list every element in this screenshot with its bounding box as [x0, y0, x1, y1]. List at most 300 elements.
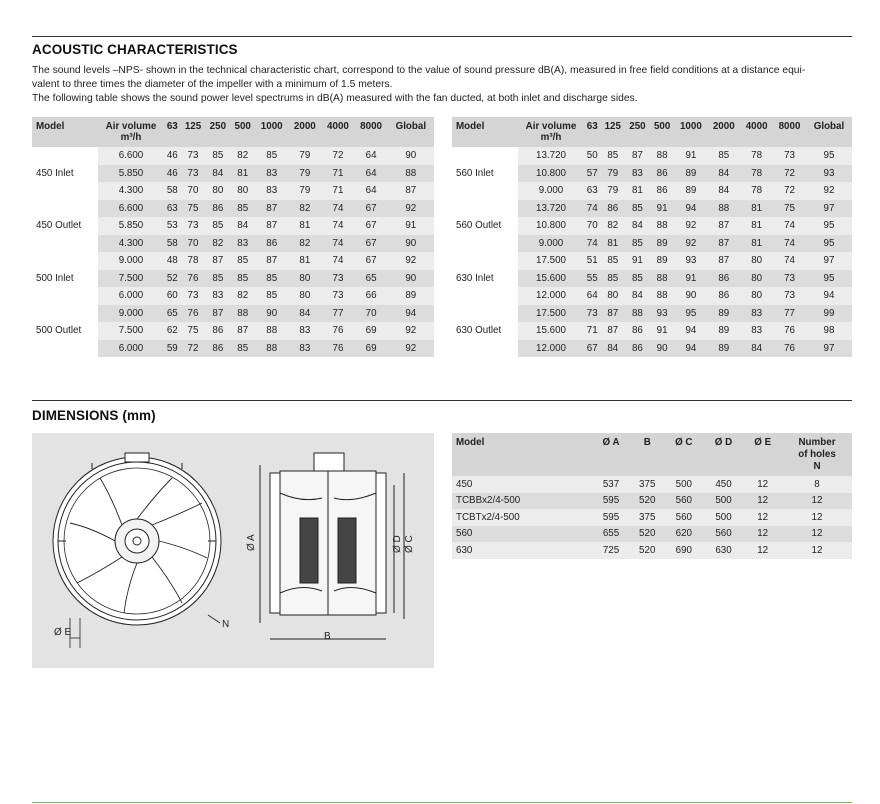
level-cell: 80	[600, 287, 625, 305]
col-band: 8000	[355, 117, 388, 147]
table-row	[452, 305, 852, 323]
air-volume-cell: 10.800	[518, 165, 584, 183]
level-cell: 69	[355, 340, 388, 358]
level-cell: 87	[255, 217, 288, 235]
level-cell: 85	[600, 252, 625, 270]
dim-col-holes	[782, 433, 852, 476]
level-cell: 74	[584, 235, 600, 253]
dim-col: B	[631, 433, 664, 476]
acoustic-intro	[32, 64, 852, 106]
col-band: 8000	[773, 117, 806, 147]
level-cell: 83	[230, 235, 255, 253]
acoustic-title: ACOUSTIC CHARACTERISTICS	[32, 42, 238, 57]
level-cell: 88	[650, 147, 675, 165]
col-band: 125	[600, 117, 625, 147]
model-cell: 630 Inlet	[452, 252, 518, 305]
dim-cell: 12	[743, 542, 782, 559]
table-row	[32, 305, 434, 323]
level-cell: 83	[288, 340, 321, 358]
level-cell: 95	[806, 217, 852, 235]
model-cell: 560 Inlet	[452, 147, 518, 200]
level-cell: 86	[600, 200, 625, 218]
level-cell: 67	[355, 252, 388, 270]
level-cell: 82	[205, 235, 230, 253]
level-cell: 89	[674, 182, 707, 200]
model-cell: 630 Outlet	[452, 305, 518, 358]
level-cell: 88	[255, 340, 288, 358]
level-cell: 75	[773, 200, 806, 218]
dim-cell: 500	[704, 493, 744, 510]
col-band: 1000	[255, 117, 288, 147]
level-cell: 46	[164, 147, 181, 165]
label-oc: Ø C	[404, 535, 415, 553]
table-row	[452, 542, 852, 559]
level-cell: 97	[806, 200, 852, 218]
level-cell: 90	[388, 235, 434, 253]
level-cell: 74	[584, 200, 600, 218]
col-band: 4000	[740, 117, 773, 147]
level-cell: 70	[181, 235, 206, 253]
dim-cell: 560	[664, 509, 704, 526]
side-view	[260, 453, 404, 639]
air-volume-cell: 10.800	[518, 217, 584, 235]
level-cell: 79	[600, 182, 625, 200]
level-cell: 73	[181, 165, 206, 183]
air-volume-cell: 4.300	[98, 182, 164, 200]
air-volume-label: Air volume	[105, 121, 157, 132]
intro-line-1: The sound levels –NPS- shown in the technical characteristic chart, correspond to the value of sound pressure dB(A), measured in free field conditions at a distance equi-	[32, 65, 806, 76]
air-volume-cell: 6.000	[98, 287, 164, 305]
level-cell: 87	[255, 200, 288, 218]
air-volume-cell: 15.600	[518, 322, 584, 340]
col-band: 125	[181, 117, 206, 147]
level-cell: 51	[584, 252, 600, 270]
dim-cell: 595	[592, 493, 631, 510]
level-cell: 89	[388, 287, 434, 305]
level-cell: 80	[288, 270, 321, 288]
dim-cell: 630	[704, 542, 744, 559]
level-cell: 67	[355, 217, 388, 235]
level-cell: 89	[707, 340, 740, 358]
level-cell: 85	[625, 235, 650, 253]
dim-cell: 12	[782, 526, 852, 543]
level-cell: 78	[181, 252, 206, 270]
col-band: 4000	[321, 117, 354, 147]
level-cell: 63	[584, 182, 600, 200]
level-cell: 85	[600, 270, 625, 288]
level-cell: 89	[707, 322, 740, 340]
dim-cell: 725	[592, 542, 631, 559]
table-row	[452, 476, 852, 493]
level-cell: 85	[230, 340, 255, 358]
col-air-volume	[518, 117, 584, 147]
intro-line-2: valent to three times the diameter of the impeller with a minimum of 1.5 meters.	[32, 79, 393, 90]
level-cell: 85	[205, 270, 230, 288]
level-cell: 94	[674, 200, 707, 218]
level-cell: 53	[164, 217, 181, 235]
level-cell: 87	[388, 182, 434, 200]
level-cell: 95	[806, 147, 852, 165]
dim-cell: 12	[782, 542, 852, 559]
intro-line-3: The following table shows the sound power level spectrums in dB(A) measured with the fan ducted, at both inlet and discharge sides.	[32, 93, 638, 104]
air-volume-unit: m³/h	[540, 132, 562, 143]
level-cell: 64	[355, 182, 388, 200]
acoustic-table-left	[32, 117, 434, 357]
level-cell: 88	[625, 305, 650, 323]
level-cell: 92	[388, 200, 434, 218]
level-cell: 64	[355, 165, 388, 183]
air-volume-cell: 6.600	[98, 200, 164, 218]
dim-cell: 500	[664, 476, 704, 493]
air-volume-cell: 9.000	[98, 305, 164, 323]
level-cell: 84	[707, 182, 740, 200]
level-cell: 82	[230, 287, 255, 305]
level-cell: 85	[255, 147, 288, 165]
level-cell: 87	[707, 252, 740, 270]
holes-header-line: of holes	[798, 449, 836, 460]
table-row	[452, 200, 852, 218]
level-cell: 74	[321, 217, 354, 235]
level-cell: 76	[773, 340, 806, 358]
air-volume-cell: 13.720	[518, 200, 584, 218]
dim-cell: 12	[743, 509, 782, 526]
level-cell: 83	[205, 287, 230, 305]
level-cell: 88	[650, 270, 675, 288]
level-cell: 71	[321, 165, 354, 183]
level-cell: 91	[674, 270, 707, 288]
level-cell: 69	[355, 322, 388, 340]
air-volume-cell: 6.600	[98, 147, 164, 165]
level-cell: 85	[205, 217, 230, 235]
col-air-volume	[98, 117, 164, 147]
level-cell: 78	[740, 182, 773, 200]
level-cell: 91	[650, 322, 675, 340]
label-od: Ø D	[392, 535, 403, 553]
level-cell: 86	[707, 287, 740, 305]
dim-col: Ø D	[704, 433, 744, 476]
level-cell: 63	[164, 200, 181, 218]
dim-cell: 8	[782, 476, 852, 493]
level-cell: 86	[205, 200, 230, 218]
air-volume-cell: 12.000	[518, 340, 584, 358]
level-cell: 86	[707, 270, 740, 288]
level-cell: 89	[650, 252, 675, 270]
level-cell: 74	[321, 200, 354, 218]
footer-rule	[32, 802, 852, 803]
level-cell: 92	[806, 182, 852, 200]
col-band: 250	[625, 117, 650, 147]
level-cell: 92	[388, 322, 434, 340]
level-cell: 80	[205, 182, 230, 200]
level-cell: 85	[230, 270, 255, 288]
dim-cell: 520	[631, 542, 664, 559]
level-cell: 84	[740, 340, 773, 358]
level-cell: 87	[600, 305, 625, 323]
level-cell: 86	[625, 340, 650, 358]
level-cell: 90	[674, 287, 707, 305]
dimensions-rule	[32, 400, 852, 401]
level-cell: 86	[205, 322, 230, 340]
level-cell: 91	[674, 147, 707, 165]
level-cell: 72	[181, 340, 206, 358]
level-cell: 85	[625, 270, 650, 288]
level-cell: 73	[181, 217, 206, 235]
table-row	[452, 526, 852, 543]
level-cell: 73	[321, 270, 354, 288]
air-volume-cell: 7.500	[98, 322, 164, 340]
level-cell: 81	[288, 252, 321, 270]
level-cell: 71	[321, 182, 354, 200]
level-cell: 74	[321, 252, 354, 270]
level-cell: 84	[600, 340, 625, 358]
dim-cell: 375	[631, 476, 664, 493]
col-band: Global	[388, 117, 434, 147]
level-cell: 93	[674, 252, 707, 270]
level-cell: 58	[164, 182, 181, 200]
level-cell: 81	[740, 235, 773, 253]
col-band: 63	[584, 117, 600, 147]
level-cell: 87	[205, 252, 230, 270]
level-cell: 81	[625, 182, 650, 200]
level-cell: 99	[806, 305, 852, 323]
level-cell: 81	[288, 217, 321, 235]
table-row	[32, 252, 434, 270]
dim-cell: 560	[704, 526, 744, 543]
table-row	[452, 147, 852, 165]
air-volume-unit: m³/h	[120, 132, 142, 143]
level-cell: 70	[355, 305, 388, 323]
level-cell: 97	[806, 340, 852, 358]
air-volume-cell: 4.300	[98, 235, 164, 253]
level-cell: 90	[388, 270, 434, 288]
level-cell: 60	[164, 287, 181, 305]
level-cell: 88	[707, 200, 740, 218]
level-cell: 86	[625, 322, 650, 340]
level-cell: 95	[674, 305, 707, 323]
level-cell: 94	[674, 322, 707, 340]
level-cell: 66	[355, 287, 388, 305]
col-band: 1000	[674, 117, 707, 147]
col-band: 500	[650, 117, 675, 147]
air-volume-cell: 5.850	[98, 165, 164, 183]
level-cell: 76	[773, 322, 806, 340]
level-cell: 73	[584, 305, 600, 323]
fan-dimension-drawing	[32, 433, 434, 668]
level-cell: 79	[600, 165, 625, 183]
dim-cell: 520	[631, 493, 664, 510]
level-cell: 64	[355, 147, 388, 165]
level-cell: 58	[164, 235, 181, 253]
level-cell: 74	[773, 252, 806, 270]
table-row	[452, 493, 852, 510]
level-cell: 82	[230, 147, 255, 165]
level-cell: 87	[625, 147, 650, 165]
air-volume-cell: 15.600	[518, 270, 584, 288]
air-volume-label: Air volume	[525, 121, 577, 132]
level-cell: 76	[321, 340, 354, 358]
level-cell: 73	[181, 287, 206, 305]
level-cell: 84	[205, 165, 230, 183]
level-cell: 57	[584, 165, 600, 183]
dimensions-table	[452, 433, 852, 559]
col-band: 250	[205, 117, 230, 147]
level-cell: 86	[650, 182, 675, 200]
front-view	[53, 453, 221, 625]
level-cell: 62	[164, 322, 181, 340]
level-cell: 97	[806, 252, 852, 270]
level-cell: 82	[600, 217, 625, 235]
level-cell: 80	[740, 252, 773, 270]
dim-cell: 375	[631, 509, 664, 526]
dim-cell: 12	[743, 526, 782, 543]
level-cell: 78	[740, 165, 773, 183]
dim-cell: TCBTx2/4-500	[452, 509, 592, 526]
level-cell: 79	[288, 147, 321, 165]
level-cell: 85	[230, 200, 255, 218]
level-cell: 87	[707, 217, 740, 235]
level-cell: 70	[584, 217, 600, 235]
dim-cell: 655	[592, 526, 631, 543]
air-volume-cell: 7.500	[98, 270, 164, 288]
air-volume-cell: 9.000	[518, 235, 584, 253]
level-cell: 87	[600, 322, 625, 340]
dim-cell: 450	[704, 476, 744, 493]
col-model: Model	[32, 117, 98, 147]
col-band: Global	[806, 117, 852, 147]
col-band: 2000	[707, 117, 740, 147]
level-cell: 52	[164, 270, 181, 288]
level-cell: 84	[625, 287, 650, 305]
dim-cell: 595	[592, 509, 631, 526]
level-cell: 83	[625, 165, 650, 183]
level-cell: 90	[650, 340, 675, 358]
level-cell: 95	[806, 270, 852, 288]
table-row	[32, 200, 434, 218]
air-volume-cell: 9.000	[518, 182, 584, 200]
level-cell: 87	[205, 305, 230, 323]
header-row	[452, 117, 852, 147]
top-rule	[32, 36, 852, 37]
col-model: Model	[452, 117, 518, 147]
level-cell: 80	[740, 287, 773, 305]
air-volume-cell: 12.000	[518, 287, 584, 305]
level-cell: 72	[773, 182, 806, 200]
level-cell: 78	[740, 147, 773, 165]
level-cell: 76	[181, 270, 206, 288]
dim-col: Ø E	[743, 433, 782, 476]
col-band: 63	[164, 117, 181, 147]
level-cell: 76	[181, 305, 206, 323]
level-cell: 73	[773, 270, 806, 288]
level-cell: 82	[288, 200, 321, 218]
model-cell: 450 Inlet	[32, 147, 98, 200]
dim-cell: 620	[664, 526, 704, 543]
level-cell: 81	[740, 217, 773, 235]
level-cell: 80	[288, 287, 321, 305]
level-cell: 83	[288, 322, 321, 340]
level-cell: 93	[806, 165, 852, 183]
dim-cell: 560	[452, 526, 592, 543]
level-cell: 83	[255, 165, 288, 183]
dim-cell: 537	[592, 476, 631, 493]
dim-cell: 12	[782, 509, 852, 526]
level-cell: 73	[773, 287, 806, 305]
level-cell: 94	[674, 340, 707, 358]
level-cell: 46	[164, 165, 181, 183]
level-cell: 86	[205, 340, 230, 358]
level-cell: 89	[674, 165, 707, 183]
level-cell: 85	[625, 200, 650, 218]
level-cell: 88	[650, 217, 675, 235]
fan-drawing-svg	[32, 433, 434, 668]
dim-cell: TCBBx2/4-500	[452, 493, 592, 510]
dim-cell: 690	[664, 542, 704, 559]
holes-header-line: N	[813, 461, 821, 472]
level-cell: 95	[806, 235, 852, 253]
dim-col: Ø A	[592, 433, 631, 476]
level-cell: 65	[355, 270, 388, 288]
level-cell: 72	[773, 165, 806, 183]
level-cell: 67	[355, 200, 388, 218]
level-cell: 87	[707, 235, 740, 253]
level-cell: 86	[650, 165, 675, 183]
level-cell: 85	[255, 287, 288, 305]
model-cell: 560 Outlet	[452, 200, 518, 253]
level-cell: 90	[388, 147, 434, 165]
level-cell: 73	[321, 287, 354, 305]
level-cell: 88	[255, 322, 288, 340]
level-cell: 88	[230, 305, 255, 323]
col-band: 2000	[288, 117, 321, 147]
dim-cell: 500	[704, 509, 744, 526]
level-cell: 98	[806, 322, 852, 340]
level-cell: 94	[806, 287, 852, 305]
air-volume-cell: 6.000	[98, 340, 164, 358]
level-cell: 83	[740, 305, 773, 323]
level-cell: 92	[674, 235, 707, 253]
level-cell: 76	[321, 322, 354, 340]
air-volume-cell: 17.500	[518, 252, 584, 270]
dim-col: Ø C	[664, 433, 704, 476]
air-volume-cell: 5.850	[98, 217, 164, 235]
level-cell: 91	[650, 200, 675, 218]
level-cell: 71	[584, 322, 600, 340]
level-cell: 85	[707, 147, 740, 165]
level-cell: 85	[600, 147, 625, 165]
level-cell: 81	[740, 200, 773, 218]
table-row	[32, 147, 434, 165]
level-cell: 90	[255, 305, 288, 323]
level-cell: 75	[181, 200, 206, 218]
level-cell: 84	[625, 217, 650, 235]
level-cell: 92	[674, 217, 707, 235]
table-row	[452, 509, 852, 526]
label-oe: Ø E	[54, 627, 72, 638]
air-volume-cell: 17.500	[518, 305, 584, 323]
label-n: N	[222, 619, 230, 630]
level-cell: 94	[388, 305, 434, 323]
level-cell: 89	[707, 305, 740, 323]
level-cell: 89	[650, 235, 675, 253]
level-cell: 65	[164, 305, 181, 323]
model-cell: 500 Inlet	[32, 252, 98, 305]
level-cell: 81	[230, 165, 255, 183]
air-volume-cell: 9.000	[98, 252, 164, 270]
level-cell: 77	[321, 305, 354, 323]
level-cell: 93	[650, 305, 675, 323]
level-cell: 67	[584, 340, 600, 358]
level-cell: 74	[773, 217, 806, 235]
